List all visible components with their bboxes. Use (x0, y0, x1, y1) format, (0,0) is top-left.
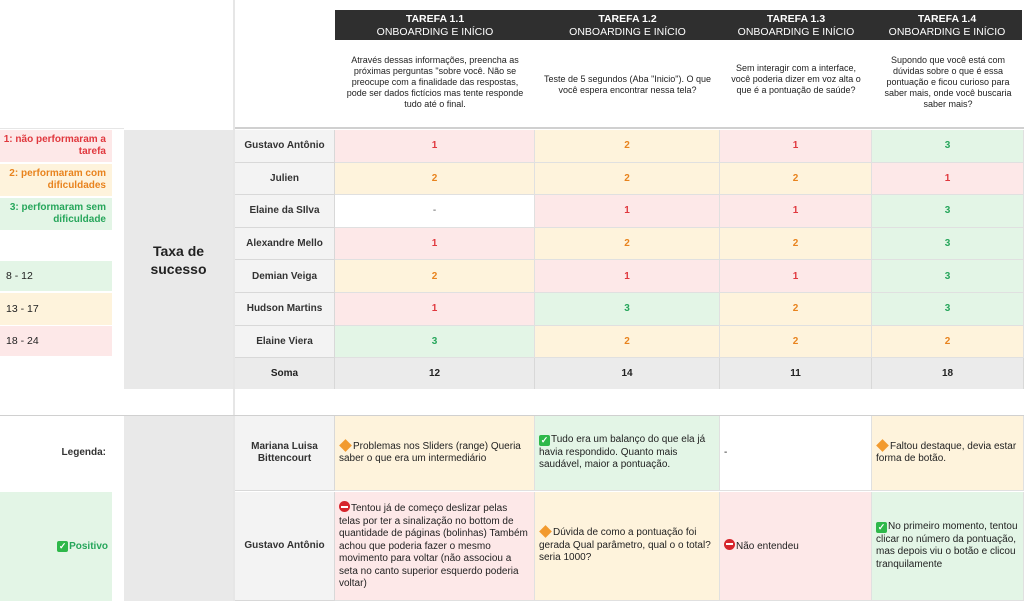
section-title: Taxa de sucesso (150, 242, 207, 277)
note-cell (535, 416, 720, 491)
diamond-icon (539, 525, 552, 538)
score-cell: 2 (720, 293, 872, 326)
range-high: 18 - 24 (0, 326, 112, 356)
task-sub: ONBOARDING E INÍCIO (737, 26, 855, 38)
score-cell: 3 (872, 260, 1024, 293)
soma-value-3: 11 (720, 358, 872, 389)
score-cell: 1 (720, 260, 872, 293)
note-text: Faltou destaque, devia estar forma de botão. (876, 440, 1017, 464)
note-cell (720, 416, 872, 491)
task-label: TAREFA 1.3 (766, 13, 826, 25)
participant-name: Alexandre Mello (235, 228, 335, 261)
score-cell: 3 (872, 228, 1024, 261)
task-description-2: Teste de 5 segundos (Aba "Inicio"). O que você espera encontrar nessa tela? (544, 74, 711, 95)
positivo-label: Positivo (69, 541, 108, 552)
score-cell: 2 (720, 228, 872, 261)
participant-name: Elaine da SIlva (235, 195, 335, 228)
task-header-4 (872, 10, 1022, 40)
diamond-icon (339, 439, 352, 452)
task-sub: ONBOARDING E INÍCIO (888, 26, 1006, 38)
note-text: - (724, 446, 728, 458)
note-participant-name: Gustavo Antônio (235, 492, 335, 601)
note-text: Problemas nos Sliders (range) Queria saber o que era um intermediário (339, 440, 521, 464)
participant-name: Demian Veiga (235, 260, 335, 293)
score-cell: 3 (872, 195, 1024, 228)
task-label: TAREFA 1.2 (598, 13, 657, 25)
note-cell (872, 416, 1024, 491)
section-title-block (124, 130, 233, 389)
note-text: Não entendeu (736, 540, 799, 552)
score-cell: 2 (720, 326, 872, 359)
stop-icon (339, 501, 350, 512)
score-cell: 1 (335, 130, 535, 163)
score-cell: 2 (872, 326, 1024, 359)
range-low: 8 - 12 (0, 261, 112, 291)
participant-name: Elaine Viera (235, 326, 335, 359)
task-description-4: Supondo que você está com dúvidas sobre o que é essa pontuação e ficou curioso para saber mais, onde você buscaria saber mais? (884, 55, 1012, 109)
participant-name: Julien (235, 163, 335, 196)
score-cell: 3 (872, 293, 1024, 326)
positivo-legend (0, 492, 112, 601)
notes-gray-left (124, 415, 233, 601)
task-label: TAREFA 1.1 (405, 13, 465, 25)
participant-name: Hudson Martins (235, 293, 335, 326)
score-cell: 1 (535, 260, 720, 293)
check-icon: ✓ (540, 435, 549, 446)
task-description-1: Através dessas informações, preencha as próximas perguntas "sobre você. Não se preocupe com a finalidade das respostas, pode ser dados fictícios mas tente responde tudo até o final. (346, 55, 524, 109)
legend-success: 3: performaram sem dificuldade (0, 198, 112, 230)
score-cell: 2 (335, 260, 535, 293)
score-cell: 2 (535, 163, 720, 196)
score-cell: - (335, 195, 535, 228)
score-cell: 1 (335, 228, 535, 261)
score-cell: 2 (535, 228, 720, 261)
note-cell (535, 492, 720, 601)
note-cell (720, 492, 872, 601)
score-cell: 3 (872, 130, 1024, 163)
participant-name: Gustavo Antônio (235, 130, 335, 163)
soma-label: Soma (235, 358, 335, 389)
legend-fail: 1: não performaram a tarefa (0, 130, 112, 162)
task-sub: ONBOARDING E INÍCIO (569, 26, 686, 38)
score-cell: 3 (535, 293, 720, 326)
score-cell: 1 (335, 293, 535, 326)
note-text: Dúvida de como a pontuação foi gerada Qual parâmetro, qual o o total? seria 1000? (539, 527, 711, 564)
stop-icon (724, 539, 735, 550)
legenda-label: Legenda: (61, 447, 106, 458)
note-participant-name: Mariana Luisa Bittencourt (235, 416, 335, 491)
task-header-2 (535, 10, 720, 40)
score-cell: 1 (535, 195, 720, 228)
soma-value-1: 12 (335, 358, 535, 389)
legend-difficulty: 2: performaram com dificuldades (0, 164, 112, 196)
note-cell (335, 492, 535, 601)
diamond-icon (876, 439, 889, 452)
note-text: Tudo era um balanço do que ela já havia respondido. Quanto mais saudável, maior a pontuação. (539, 434, 706, 471)
soma-value-2: 14 (535, 358, 720, 389)
score-cell: 1 (872, 163, 1024, 196)
range-mid: 13 - 17 (0, 293, 112, 325)
task-sub: ONBOARDING E INÍCIO (376, 26, 494, 38)
note-cell (872, 492, 1024, 601)
task-header-3 (720, 10, 872, 40)
check-icon: ✓ (58, 541, 67, 551)
soma-value-4: 18 (872, 358, 1024, 389)
note-cell (335, 416, 535, 491)
score-cell: 2 (535, 130, 720, 163)
score-cell: 2 (720, 163, 872, 196)
note-text: Tentou já de começo deslizar pelas telas por ter a sinalização no bottom de quantidade de páginas (bolinhas) Também achou que poderia fazer o mesmo movimento para voltar (não associou a seta no canto superior esquerdo poderia voltar) (339, 503, 528, 590)
score-cell: 2 (535, 326, 720, 359)
task-label: TAREFA 1.4 (917, 13, 977, 25)
score-cell: 1 (720, 195, 872, 228)
check-icon: ✓ (877, 522, 886, 532)
score-cell: 1 (720, 130, 872, 163)
task-header-1 (335, 10, 535, 40)
task-description-3: Sem interagir com a interface, você poderia dizer em voz alta o que é a pontuação de saúde? (731, 63, 861, 95)
note-text: No primeiro momento, tentou clicar no número da pontuação, mas depois viu o botão e clicou tranquilamente (876, 521, 1018, 570)
score-cell: 3 (335, 326, 535, 359)
score-cell: 2 (335, 163, 535, 196)
